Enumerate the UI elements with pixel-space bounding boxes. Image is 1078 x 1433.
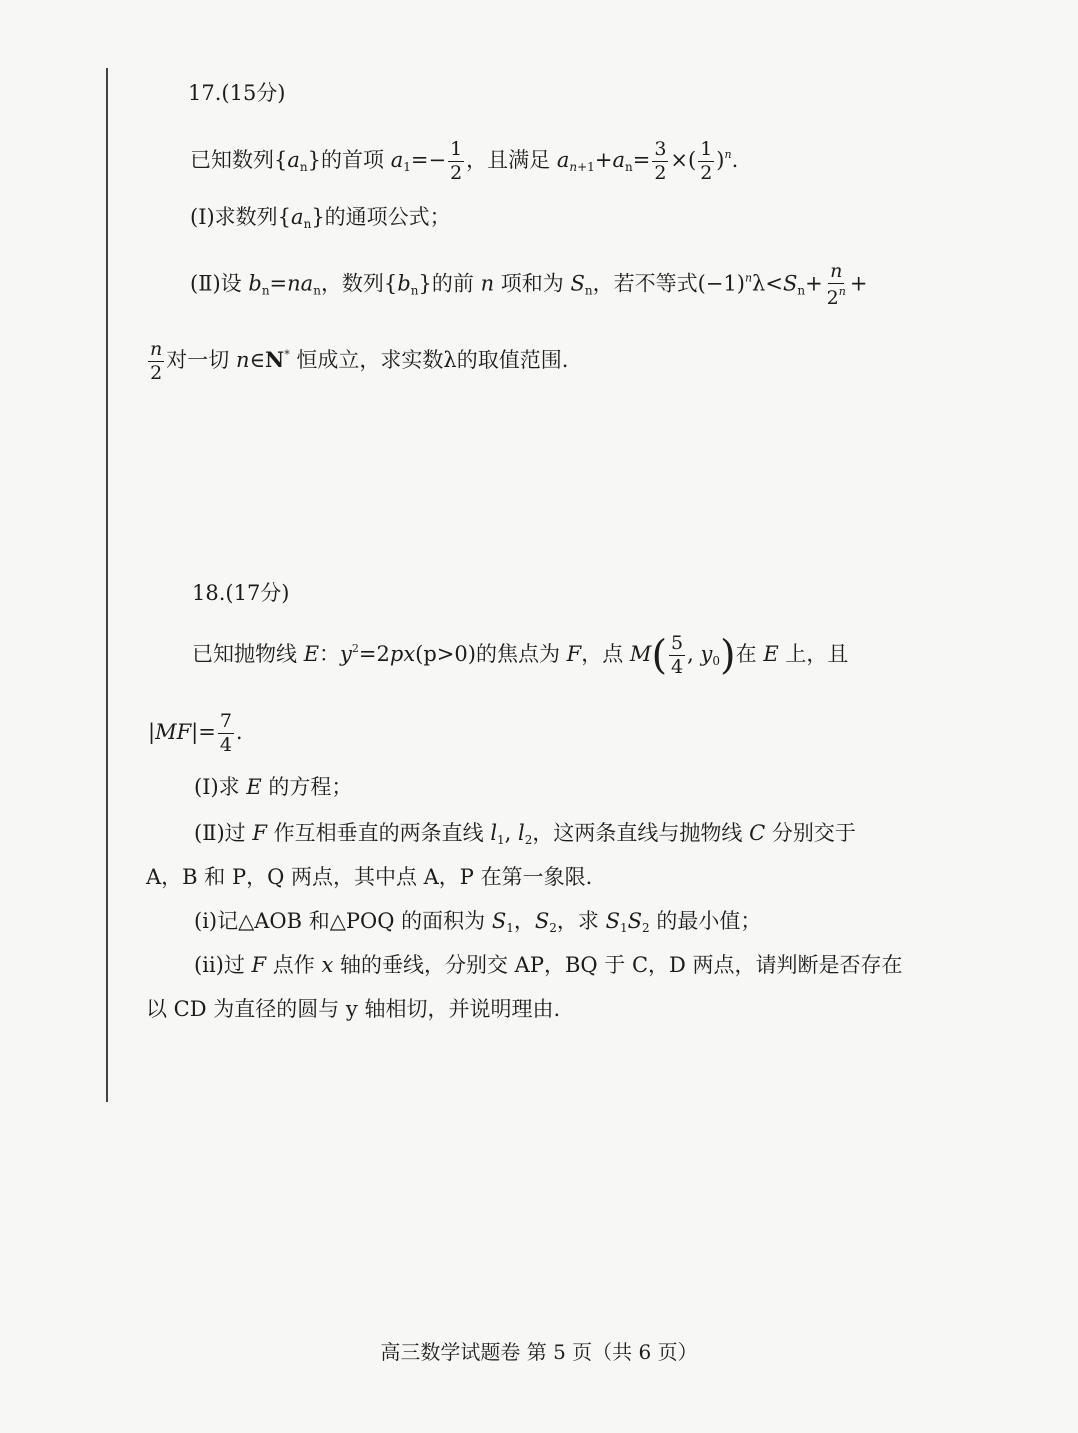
frac-n-2: $\frac{n}{2}$ [150,338,163,384]
q17-given: 已知数列$\{a_n\}$的首项 $a_1=-$ $\frac{1}{2}$ ，且满足 $a_{n+1}+a_n=$ $\frac{3}{2}$ ×( $\frac{1}{2}$ )$^n$. [190,138,739,184]
frac-7-4: $\frac{7}{4}$ [219,710,232,756]
q17-part2-line2: $\frac{n}{2}$ 对一切 n∈N* 恒成立，求实数λ的取值范围. [150,338,569,384]
frac-n-2n: $\frac{n}{2^n}$ [826,260,846,309]
q18-part2-line2: A，B 和 P，Q 两点，其中点 A，P 在第一象限. [146,865,593,889]
q18-given-line2: |MF|= $\frac{7}{4}$ . [148,710,243,756]
q18-part2-i: (ⅰ)记△AOB 和△POQ 的面积为 $S_1$，$S_2$，求 $S_1S_2$ 的最小值； [194,909,762,935]
q18-part2-ii-line2: 以 CD 为直径的圆与 y 轴相切，并说明理由. [146,997,561,1021]
q18-part2-line1: (Ⅱ)过 F 作互相垂直的两条直线 $l_1$, $l_2$，这两条直线与抛物线 C 分别交于 [194,821,856,847]
frac-1-2: $\frac{1}{2}$ [450,138,463,184]
page-footer: 高三数学试题卷 第 5 页（共 6 页） [380,1340,698,1364]
q18-part1: (Ⅰ)求 E 的方程； [194,775,353,799]
q18-given-line1: 已知抛物线 E：$y^2=2px(p>0)$的焦点为 F，点 M( $\frac{5}{4}$ , $y_0$)在 E 上，且 [192,632,849,679]
q18-title: 18.(17分) [192,581,290,605]
frac-1-2b: $\frac{1}{2}$ [700,138,713,184]
binding-line [106,68,108,1102]
q18-part2-ii-line1: (ⅱ)过 F 点作 x 轴的垂线，分别交 AP，BQ 于 C，D 两点，请判断是否存在 [194,953,903,977]
frac-3-2: $\frac{3}{2}$ [654,138,667,184]
frac-5-4: $\frac{5}{4}$ [671,632,684,678]
q17-part1: (Ⅰ)求数列$\{a_n\}$的通项公式； [190,205,451,231]
q17-part2-line1: (Ⅱ)设 $b_n=na_n$，数列$\{b_n\}$的前 n 项和为 $S_n$，若不等式$(-1)^n\lambda<S_n+$ $\frac{n}{2^n}$ + [190,260,868,309]
q17-title: 17.(15分) [188,81,286,105]
